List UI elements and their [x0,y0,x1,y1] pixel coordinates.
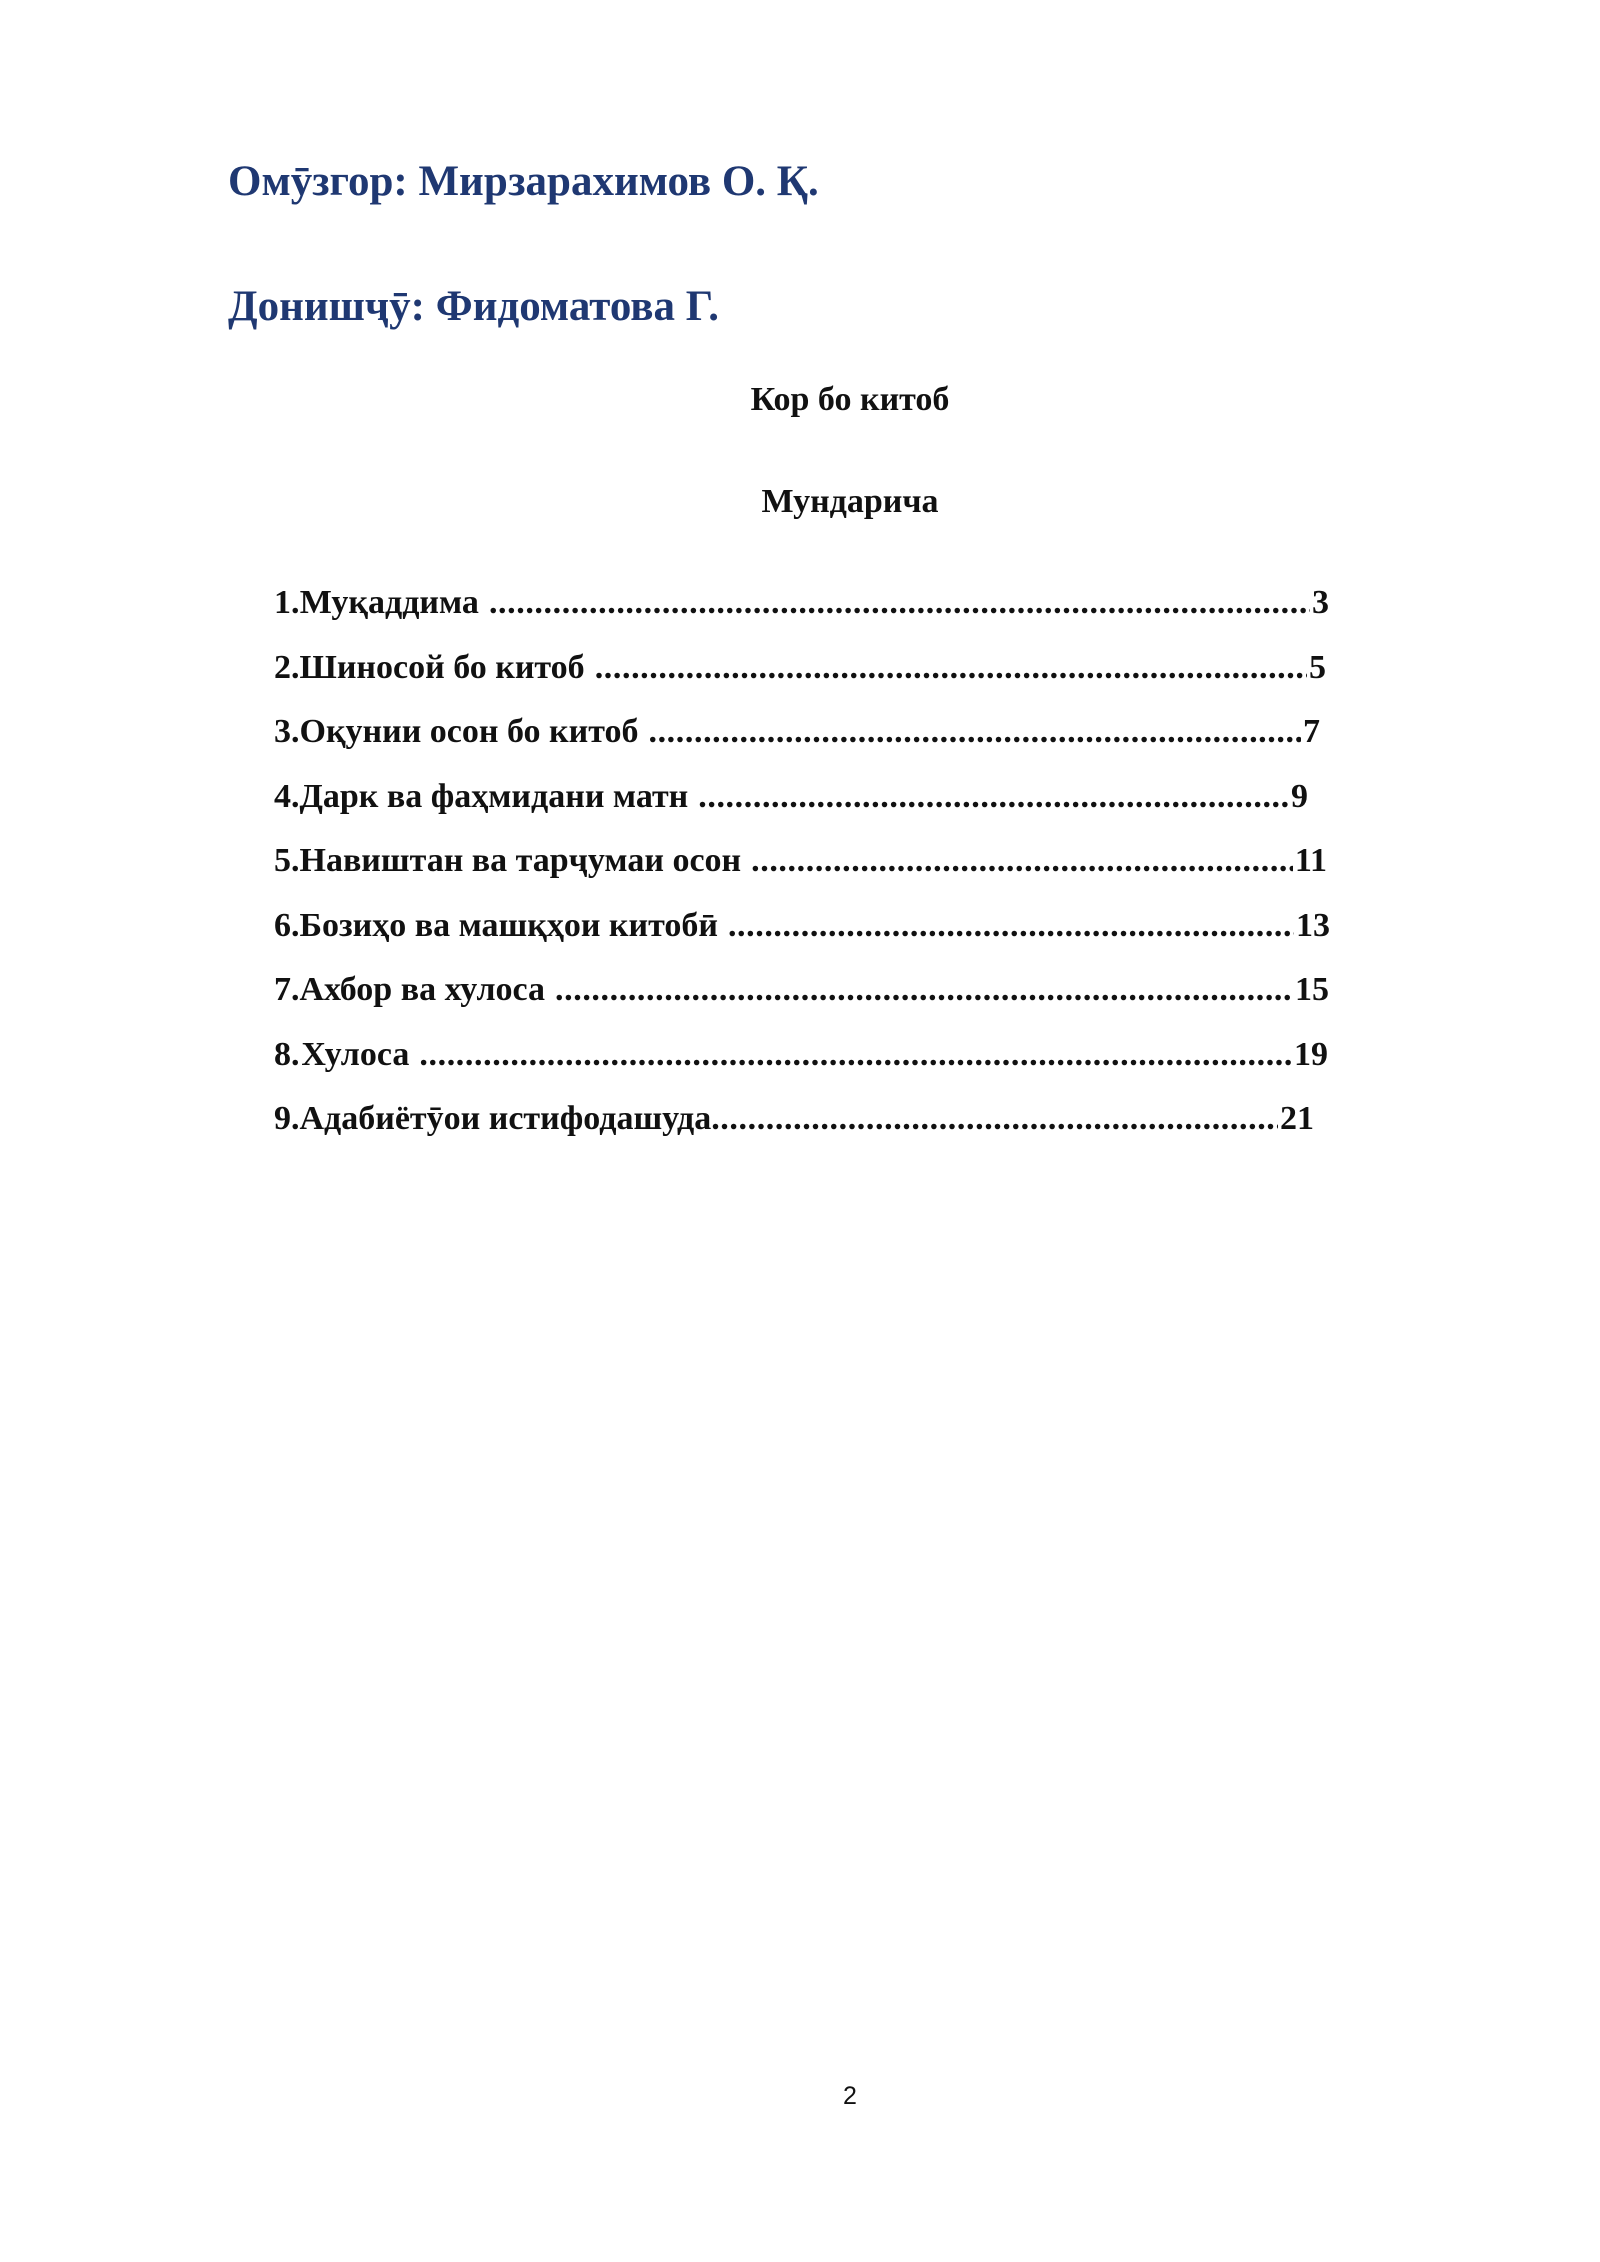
toc-item-8 [274,1036,1328,1101]
toc-item-number: 5. [274,842,300,879]
table-of-contents [274,584,1354,1165]
toc-item-page: 13 [1296,906,1330,944]
toc-item-number: 8. [274,1035,300,1073]
toc-item-number: 3. [274,713,300,750]
toc-item-title: Адабиётӯои истифодашуда [299,1100,712,1137]
toc-item-5 [274,842,1327,907]
toc-item-page: 11 [1294,842,1327,879]
toc-item-page: 15 [1295,971,1329,1008]
toc-dot-leader [711,1100,1278,1138]
teacher-line: Омӯзгор: Мирзарахимов О. Қ. [228,158,819,205]
toc-item-title: Дарк ва фаҳмидани матн [299,777,689,815]
toc-dot-leader [728,907,1294,945]
toc-item-page: 9 [1291,777,1308,815]
toc-item-7 [274,971,1329,1036]
toc-item-9 [274,1100,1314,1165]
toc-item-title: Бозиҳо ва машқҳои китобӣ [299,906,718,944]
toc-item-number: 4. [274,777,300,815]
toc-item-4 [274,778,1308,843]
toc-item-number: 1. [274,584,300,621]
toc-dot-leader [648,713,1301,751]
toc-dot-leader [555,971,1293,1009]
toc-item-title: Оқунии осон бо китоб [299,713,639,750]
student-line: Донишҷӯ: Фидоматова Г. [228,283,719,330]
toc-item-page: 21 [1280,1100,1314,1137]
toc-item-3 [274,713,1320,778]
toc-item-title: Шиносой бо китоб [299,648,585,686]
toc-item-page: 3 [1312,584,1329,621]
toc-dot-leader [751,842,1293,880]
toc-title: Мундарича [761,483,939,520]
toc-item-page: 5 [1309,648,1326,686]
toc-item-title: Навиштан ва тарҷумаи осон [299,842,742,879]
toc-item-2 [274,649,1326,714]
toc-dot-leader [419,1036,1292,1074]
work-title: Кор бо китоб [750,381,950,418]
toc-item-number: 9. [274,1100,300,1137]
toc-item-page: 7 [1303,713,1320,750]
page-number: 2 [843,2082,857,2110]
toc-item-number: 7. [274,971,300,1008]
toc-item-number: 2. [274,648,300,686]
toc-item-title: Ахбор ва хулоса [299,971,546,1008]
toc-dot-leader [595,649,1307,687]
toc-item-title: Хулоса [301,1035,410,1073]
toc-item-title: Муқаддима [299,584,479,621]
toc-item-1 [274,584,1329,649]
toc-dot-leader [698,778,1289,816]
toc-item-page: 19 [1294,1035,1328,1073]
toc-item-number: 6. [274,906,300,944]
toc-item-6 [274,907,1330,972]
toc-dot-leader [489,584,1310,622]
